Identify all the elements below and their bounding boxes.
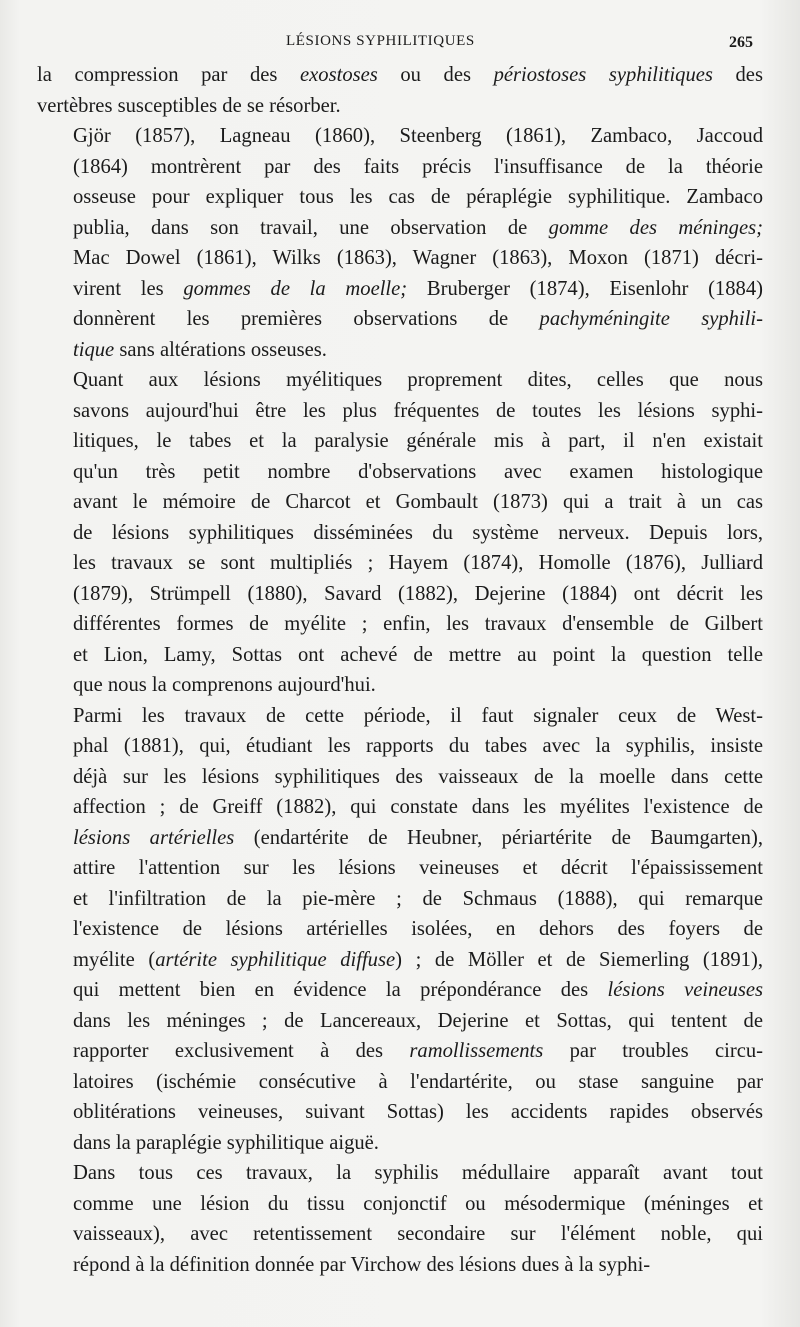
page-number: 265 [729, 34, 753, 51]
text-run: de lésions syphilitiques disséminées du système nerveux. Depuis lors, [73, 521, 763, 544]
text-line [37, 853, 763, 884]
text-line [37, 975, 763, 1006]
running-title: LÉSIONS SYPHILITIQUES [286, 33, 475, 49]
text-line [37, 213, 763, 244]
italic-run: ramollissements [409, 1040, 544, 1062]
text-line [37, 1158, 763, 1189]
text-run: la compression par des [37, 64, 301, 86]
text-run: rapporter exclusivement à des [73, 1040, 410, 1062]
text-line [37, 91, 763, 122]
text-run: qu'un très petit nombre d'observations avec examen histologique [73, 460, 763, 483]
text-run: déjà sur les lésions syphilitiques des vaisseaux de la moelle dans cette [73, 765, 763, 788]
text-run: les travaux se sont multipliés ; Hayem (1874), Homolle (1876), Julliard [73, 552, 763, 574]
text-line [37, 121, 763, 152]
text-line [37, 396, 763, 427]
text-line [37, 762, 763, 793]
paragraph [37, 60, 763, 121]
text-line [37, 304, 763, 335]
text-run: (endartérite de Heubner, périartérite de Baumgarten), [234, 826, 763, 849]
text-run: des [712, 64, 763, 86]
running-header [0, 33, 800, 57]
text-run: sans altérations osseuses. [114, 338, 327, 361]
text-run: qui mettent bien en évidence la prépondérance des [73, 979, 608, 1001]
text-run: et Lion, Lamy, Sottas ont achevé de mettre au point la question telle [73, 643, 763, 666]
text-line [37, 152, 763, 183]
body-text [37, 60, 763, 1280]
text-line [37, 365, 763, 396]
italic-run: exostoses [300, 64, 378, 86]
paragraph [37, 365, 763, 701]
text-line [37, 1189, 763, 1220]
text-line [37, 1036, 763, 1067]
text-run: avant le mémoire de Charcot et Gombault (1873) qui a trait à un cas [73, 491, 763, 513]
text-run: publia, dans son travail, une observation de [73, 216, 549, 239]
text-line [37, 792, 763, 823]
text-line [37, 1006, 763, 1037]
paragraph [37, 121, 763, 365]
text-line [37, 670, 763, 701]
text-run: que nous la comprenons aujourd'hui. [73, 674, 376, 696]
text-run: donnèrent les premières observations de [73, 308, 540, 330]
text-line [37, 823, 763, 854]
text-line [37, 731, 763, 762]
text-run: (1864) montrèrent par des faits précis l'insuffisance de la théorie [73, 155, 763, 178]
text-run: oblitérations veineuses, suivant Sottas) les accidents rapides observés [73, 1101, 763, 1123]
text-line [37, 914, 763, 945]
text-run: myélite ( [73, 948, 156, 971]
text-line [37, 335, 763, 366]
italic-run: lésions artérielles [73, 826, 235, 849]
text-run: l'existence de lésions artérielles isolées, en dehors des foyers de [73, 918, 763, 940]
text-line [37, 274, 763, 305]
text-line [37, 1250, 763, 1281]
text-run: Quant aux lésions myélitiques proprement dites, celles que nous [73, 369, 763, 391]
text-line [37, 640, 763, 671]
text-run: osseuse pour expliquer tous les cas de péraplégie syphilitique. Zambaco [73, 186, 763, 208]
text-run: vaisseaux), avec retentissement secondaire sur l'élément noble, qui [73, 1223, 763, 1245]
text-line [37, 579, 763, 610]
text-run: ) ; de Möller et de Siemerling (1891), [395, 948, 763, 971]
text-line [37, 60, 763, 91]
text-run: répond à la définition donnée par Virchow des lésions dues à la syphi- [73, 1253, 651, 1276]
paragraph [37, 1158, 763, 1280]
text-line [37, 243, 763, 274]
text-run: virent les [73, 277, 184, 300]
text-run: dans la paraplégie syphilitique aiguë. [73, 1131, 379, 1154]
italic-run: tique [73, 338, 115, 361]
text-line [37, 182, 763, 213]
text-run: (1879), Strümpell (1880), Savard (1882), Dejerine (1884) ont décrit les [73, 582, 763, 605]
text-run: par troubles circu- [543, 1040, 763, 1062]
text-run: litiques, le tabes et la paralysie générale mis à part, il n'en existait [73, 430, 763, 452]
text-line [37, 487, 763, 518]
text-run: différentes formes de myélite ; enfin, les travaux d'ensemble de Gilbert [73, 613, 763, 635]
text-run: latoires (ischémie consécutive à l'endartérite, ou stase sanguine par [73, 1070, 763, 1093]
text-run: Mac Dowel (1861), Wilks (1863), Wagner (1863), Moxon (1871) décri- [73, 247, 763, 269]
text-line [37, 701, 763, 732]
text-run: Bruberger (1874), Eisenlohr (1884) [407, 277, 763, 300]
text-run: savons aujourd'hui être les plus fréquentes de toutes les lésions syphi- [73, 399, 763, 422]
text-line [37, 1067, 763, 1098]
text-run: ou des [377, 64, 494, 86]
text-line [37, 426, 763, 457]
text-run: phal (1881), qui, étudiant les rapports du tabes avec la syphilis, insiste [73, 735, 763, 757]
text-line [37, 518, 763, 549]
italic-run: lésions veineuses [607, 979, 763, 1001]
text-line [37, 945, 763, 976]
text-line [37, 548, 763, 579]
text-run: attire l'attention sur les lésions veineuses et décrit l'épaississement [73, 857, 763, 879]
text-run: Gjör (1857), Lagneau (1860), Steenberg (1861), Zambaco, Jaccoud [73, 125, 763, 147]
text-run: affection ; de Greiff (1882), qui constate dans les myélites l'existence de [73, 796, 763, 818]
text-line [37, 1128, 763, 1159]
text-run: dans les méninges ; de Lancereaux, Dejerine et Sottas, qui tentent de [73, 1009, 763, 1032]
italic-run: gomme des méninges; [548, 216, 763, 239]
text-run: comme une lésion du tissu conjonctif ou mésodermique (méninges et [73, 1192, 763, 1215]
text-run: vertèbres susceptibles de se résorber. [37, 94, 341, 117]
italic-run: artérite syphilitique diffuse [155, 948, 396, 971]
text-run: Dans tous ces travaux, la syphilis médullaire apparaît avant tout [73, 1162, 763, 1184]
italic-run: périostoses syphilitiques [493, 64, 713, 86]
paragraph [37, 701, 763, 1159]
italic-run: gommes de la moelle; [183, 277, 408, 300]
italic-run: pachyméningite syphili- [539, 308, 763, 330]
text-line [37, 1219, 763, 1250]
text-run: et l'infiltration de la pie-mère ; de Schmaus (1888), qui remarque [73, 887, 763, 910]
text-run: Parmi les travaux de cette période, il faut signaler ceux de West- [73, 704, 763, 727]
text-line [37, 884, 763, 915]
text-line [37, 1097, 763, 1128]
text-line [37, 457, 763, 488]
text-line [37, 609, 763, 640]
